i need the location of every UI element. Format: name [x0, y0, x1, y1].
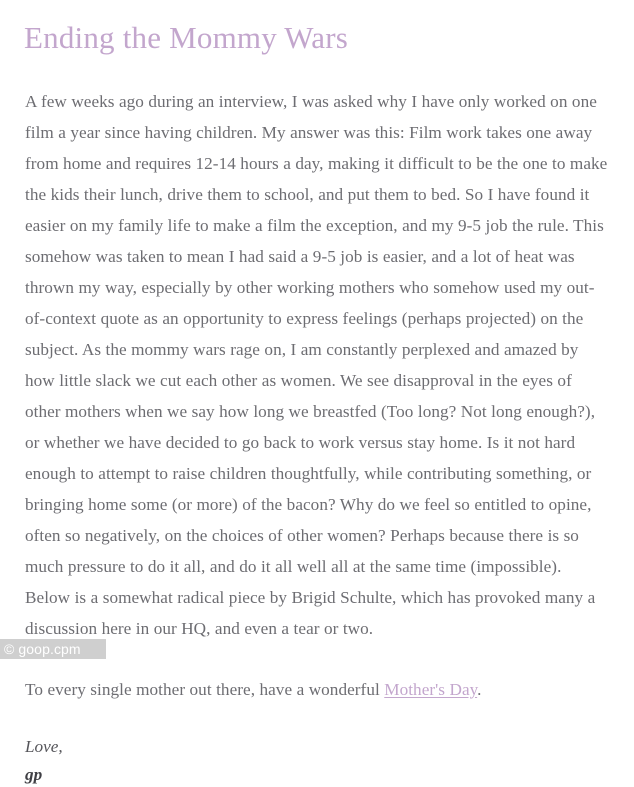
- article-paragraph-main: A few weeks ago during an interview, I was asked why I have only worked on one film a year since having children. My answer was this: Film work takes one away from home and requires 12-14 hours a day, making it difficult to be the one to make the kids their lunch, drive them to school, and put them to bed. So I have found it easier on my family life to make a film the exception, and my 9-5 job the rule. This somehow was taken to mean I had said a 9-5 job is easier, and a lot of heat was thrown my way, especially by other working mothers who somehow used my out-of-context quote as an opportunity to express feelings (perhaps projected) on the subject. As the mommy wars rage on, I am constantly perplexed and amazed by how little slack we cut each other as women. We see disapproval in the eyes of other mothers when we say how long we breastfed (Too long? Not long enough?), or whether we have decided to go back to work versus stay home. Is it not hard enough to attempt to raise children thoughtfully, while contributing something, or bringing home some (or more) of the bacon? Why do we feel so entitled to opine, often so negatively, on the choices of other women? Perhaps because there is so much pressure to do it all, and do it all well all at the same time (impossible). Below is a somewhat radical piece by Brigid Schulte, which has provoked many a discussion here in our HQ, and even a tear or two.: [25, 92, 608, 638]
- watermark-label: © goop.cpm: [4, 641, 81, 657]
- page-title: Ending the Mommy Wars: [24, 20, 349, 55]
- closing-text-after-link: .: [477, 680, 482, 699]
- mothers-day-link[interactable]: Mother's Day: [384, 680, 478, 699]
- watermark-banner: [0, 639, 106, 659]
- signoff-text: Love,: [25, 737, 63, 756]
- article-body: [25, 86, 609, 787]
- author-signature: gp: [25, 765, 43, 784]
- article-closing-paragraph: [25, 674, 609, 705]
- closing-text-before-link: To every single mother out there, have a wonderful: [25, 680, 385, 699]
